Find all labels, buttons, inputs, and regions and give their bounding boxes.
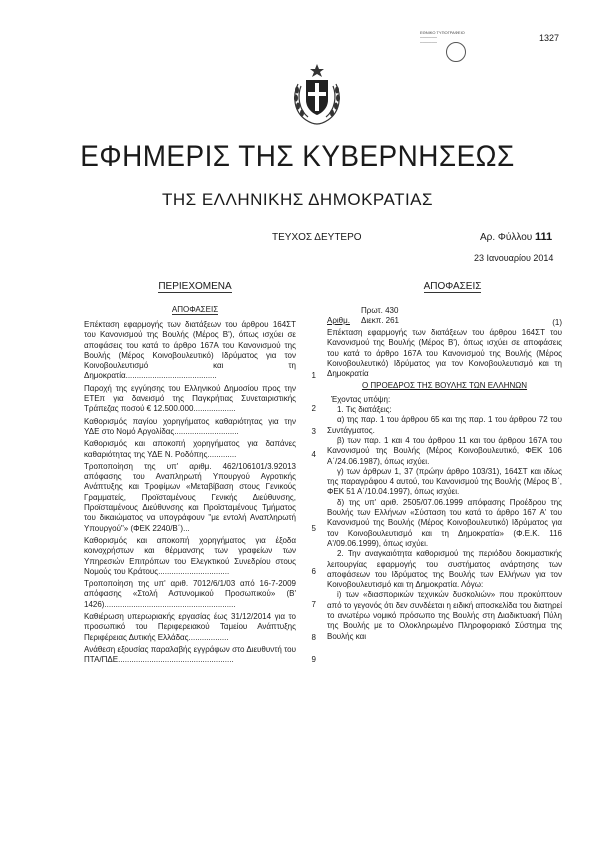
- contents-item[interactable]: [84, 612, 318, 643]
- contents-item[interactable]: [84, 579, 318, 610]
- dispatch-number: Διεκπ. 261: [361, 316, 399, 325]
- contents-item[interactable]: [84, 439, 318, 460]
- contents-item-page: 2: [311, 404, 316, 414]
- issue-label: ΤΕΥΧΟΣ ΔΕΥΤΕΡΟ: [272, 232, 362, 243]
- contents-item-page: 7: [311, 599, 316, 609]
- decision-paragraph: 2. Την αναγκαιότητα καθορισμού της περιόδου δοκιμαστικής λειτουργίας εφαρμογής του συστήματος ανάρτησης των αποφάσεων του Ιδρύματος της Βουλής των Ελλήνων για τον Κοινοβουλευτισμό και τη Δημοκρατία. Λόγω:: [327, 549, 562, 590]
- decision-paragraph: 1. Τις διατάξεις:: [337, 405, 392, 415]
- contents-item-text: Επέκταση εφαρμογής των διατάξεων του άρθρου 164ΣΤ του Κανονισμού της Βουλής (Μέρος Β'), όπως ισχύει σε αποφάσεις του κατά το άρθρο 167Α του Κανονισμού της Βουλής (Μέρος Κοινοβουλευτικό) Ιδρύματος για τον Κοινοβουλευτισμό και τη Δημοκρατία.........................................: [84, 320, 296, 381]
- contents-item-page: 1: [311, 371, 316, 381]
- contents-item-page: 9: [311, 655, 316, 665]
- stamp-icon: ΕΘΝΙΚΟ ΤΥΠΟΓΡΑΦΕΙΟ ────── ──────: [420, 30, 466, 68]
- contents-item-text: Παροχή της εγγύησης του Ελληνικού Δημοσίου προς την ΕΤΕπ για δανεισμό της Παγκρήτιας Συνεταιριστικής Τράπεζας ποσού € 12.500.000...................: [84, 383, 296, 414]
- contents-item-text: Καθορισμός και αποκοπή χορηγήματος για έξοδα κοινοχρήστων και θέρμανσης των γραφείων των Υπηρεσιών Επιτρόπων του Ελεγκτικού Συνεδρίου στους Νομούς του Κράτους................................: [84, 535, 296, 576]
- contents-item-page: 8: [311, 632, 316, 642]
- sheet-label: Αρ. Φύλλου: [480, 232, 533, 243]
- contents-item[interactable]: [84, 462, 318, 534]
- contents-subheading: ΑΠΟΦΑΣΕΙΣ: [171, 305, 219, 314]
- decision-column: [327, 306, 562, 642]
- decisions-heading: ΑΠΟΦΑΣΕΙΣ: [423, 281, 482, 292]
- decision-paragraph: i) των «διασπορικών τεχνικών δυσκολιών» που προκύπτουν από το γεγονός ότι δεν συνδέεται η ειδική αποσκελίδα του διατηρεί το ανωτέρω νομικό πρόσωπο της Βουλής στη Διαδικτυακή Πύλη της Βουλής με το Ολοκληρωμένο Πληροφοριακό Σύστημα της Βουλής και: [327, 590, 562, 641]
- decision-title: Επέκταση εφαρμογής των διατάξεων του άρθρου 164ΣΤ του Κανονισμού της Βουλής (Μέρος Β'), όπως ισχύει σε αποφάσεις του κατά το άρθρο 167Α του Κανονισμού της Βουλής (Μέρος Κοινοβουλευτικό) Ιδρύματος για τον Κοινοβουλευτισμό και τη Δημοκρατία: [327, 328, 562, 379]
- contents-list: [84, 320, 318, 668]
- issue-date: 23 Ιανουαρίου 2014: [474, 253, 554, 263]
- page-number: 1327: [539, 33, 560, 43]
- contents-item-page: 5: [311, 523, 316, 533]
- contents-item-text: Τροποποίηση της υπ' αριθ. 7012/6/1/03 από 16-7-2009 απόφασης «Στολή Αστυνομικού Προσωπικού» (Β' 1426)...........................................................: [84, 579, 296, 609]
- contents-item-page: 6: [311, 566, 316, 576]
- decision-paragraph: α) της παρ. 1 του άρθρου 65 και της παρ. 1 του άρθρου 72 του Συντάγματος.: [327, 415, 562, 435]
- contents-item-text: Καθιέρωση υπερωριακής εργασίας έως 31/12/2014 για το προσωπικό του Περιφερειακού Ταμείου Ανάπτυξης Περιφέρειας Δυτικής Ελλάδας..................: [84, 612, 296, 642]
- arithm-label: Αριθμ.: [327, 316, 350, 325]
- decision-reference: [327, 306, 562, 328]
- decision-number: (1): [552, 318, 562, 327]
- contents-item[interactable]: [84, 645, 318, 666]
- gazette-title: ΕΦΗΜΕΡΙΣ ΤΗΣ ΚΥΒΕΡΝΗΣΕΩΣ: [80, 140, 515, 173]
- contents-item[interactable]: [84, 320, 318, 382]
- decision-paragraph: β) των παρ. 1 και 4 του άρθρου 11 και του άρθρου 167Α του Κανονισμού της Βουλής (Μέρος Κοινοβουλευτικό, ΦΕΚ 106 Α΄/24.06.1987), όπως ισχύει.: [327, 435, 562, 466]
- contents-item-text: Τροποποίηση της υπ' αριθμ. 462/106101/3.92013 απόφασης του Αναπληρωτή Υπουργού Αγροτικής Ανάπτυξης και Τροφίμων «Μεταβίβαση στους Γενικούς Γραμματείς, Προϊσταμένους Γενικής Διεύθυνσης, Προϊσταμένους Διεύθυνσης και Προϊσταμένους Τμήματος του δικαιώματος να υπογράφουν "με εντολή Αναπληρωτή Υπουργού"» (ΦΕΚ 2240/Β΄)...: [84, 461, 296, 533]
- decision-paragraph: Έχοντας υπόψη:: [331, 394, 391, 404]
- protocol-number: Πρωτ. 430: [361, 306, 399, 315]
- sheet-value: 111: [535, 231, 553, 243]
- contents-item[interactable]: [84, 384, 318, 415]
- contents-item-text: Καθορισμός και αποκοπή χορηγήματος για δαπάνες καθαριότητας της ΥΔΕ Ν. Ροδόπης.............: [84, 439, 296, 459]
- contents-item[interactable]: [84, 417, 318, 438]
- contents-item-text: Καθορισμός παγίου χορηγήματος καθαριότητας για την ΥΔΕ στο Νομό Αργολίδας.............................: [84, 416, 296, 436]
- gazette-subtitle: ΤΗΣ ΕΛΛΗΝΙΚΗΣ ΔΗΜΟΚΡΑΤΙΑΣ: [161, 190, 434, 209]
- sheet-number: [480, 231, 552, 243]
- decision-paragraph: δ) της υπ' αριθ. 2505/07.06.1999 απόφασης Προέδρου της Βουλής των Ελλήνων «Σύσταση του κατά το άρθρο 167 Α' του Κανονισμού της Βουλής (Μέρος Κοινοβουλευτικό) Ιδρύματος για τον Κοινοβουλευτισμό και τη Δημοκρατία» (Φ.Ε.Κ. 116 Α'/09.06.1999), όπως ισχύει.: [327, 497, 562, 548]
- contents-heading: ΠΕΡΙΕΧΟΜΕΝΑ: [158, 281, 232, 292]
- decision-paragraph: γ) των άρθρων 1, 37 (πρώην άρθρο 103/31), 164ΣΤ και ιδίως της παραγράφου 4 αυτού, του Κανονισμού της Βουλής (Μέρος Β΄, ΦΕΚ 51 Α΄/10.04.1997), όπως ισχύει.: [327, 466, 562, 497]
- contents-item-text: Ανάθεση εξουσίας παραλαβής εγγράφων στο Διευθυντή του ΠΤΑ/ΠΔΕ....................................................: [84, 644, 296, 665]
- decision-body: [327, 395, 562, 642]
- contents-item[interactable]: [84, 536, 318, 577]
- contents-item-page: 4: [311, 449, 316, 459]
- contents-item-page: 3: [311, 426, 316, 436]
- decision-authority: Ο ΠΡΟΕΔΡΟΣ ΤΗΣ ΒΟΥΛΗΣ ΤΩΝ ΕΛΛΗΝΩΝ: [361, 381, 528, 391]
- coat-of-arms-icon: [290, 62, 344, 126]
